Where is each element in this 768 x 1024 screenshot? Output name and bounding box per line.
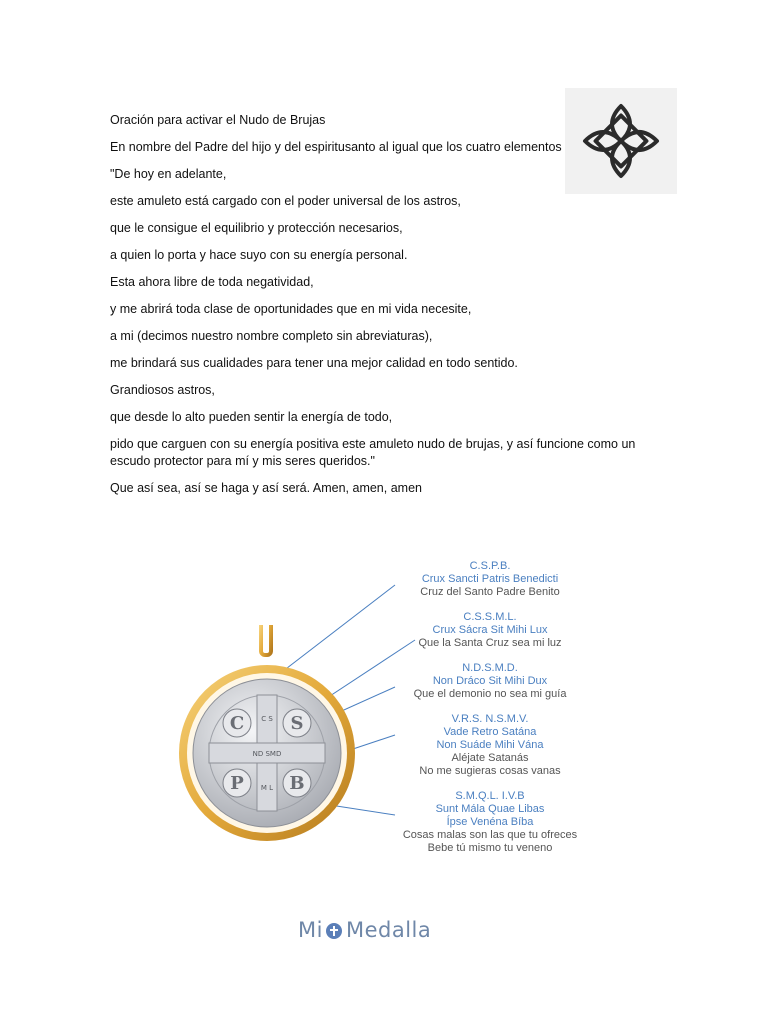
medal-letter-s: S	[290, 713, 304, 734]
legend-group-2	[370, 611, 610, 650]
legend-abbr: N.D.S.M.D.	[462, 662, 518, 674]
prayer-title: Oración para activar el Nudo de Brujas	[110, 113, 326, 127]
legend-abbr: V.R.S. N.S.M.V.	[451, 713, 529, 725]
legend-abbr: C.S.S.M.L.	[463, 611, 517, 623]
legend-group-4	[370, 713, 610, 778]
legend-group-5	[370, 790, 610, 855]
legend-latin: Crux Sácra Sit Mihi Lux	[432, 624, 548, 636]
prayer-line: pido que carguen con su energía positiva este amuleto nudo de brujas, y así funcione como un escudo protector para mí y mis seres queridos."	[110, 437, 636, 468]
prayer-line: que le consigue el equilibrio y protección necesarios,	[110, 221, 403, 235]
witch-knot-icon	[565, 88, 677, 194]
prayer-line: Que así sea, así se haga y así será. Amen, amen, amen	[110, 481, 422, 495]
witch-knot-image	[565, 88, 677, 194]
prayer-line: me brindará sus cualidades para tener una mejor calidad en todo sentido.	[110, 356, 518, 370]
prayer-line: y me abrirá toda clase de oportunidades que en mi vida necesite,	[110, 302, 472, 316]
prayer-line: a quien lo porta y hace suyo con su energía personal.	[110, 248, 408, 262]
legend-latin: Vade Retro Satána	[443, 726, 537, 738]
legend-spanish: No me sugieras cosas vanas	[419, 765, 561, 777]
prayer-line: este amuleto está cargado con el poder universal de los astros,	[110, 194, 461, 208]
medal-center-top: C S	[261, 715, 273, 723]
legend-spanish: Cruz del Santo Padre Benito	[420, 586, 560, 598]
prayer-line: "De hoy en adelante,	[110, 167, 227, 181]
prayer-line: En nombre del Padre del hijo y del espiritusanto al igual que los cuatro elementos	[110, 140, 562, 154]
legend-spanish: Que la Santa Cruz sea mi luz	[418, 637, 562, 649]
legend-abbr: S.M.Q.L. I.V.B	[455, 790, 525, 802]
legend-abbr: C.S.P.B.	[469, 560, 511, 572]
legend-latin: Crux Sancti Patris Benedicti	[421, 573, 559, 585]
medal-letter-c: C	[229, 713, 245, 734]
medal-center-bottom: M L	[260, 784, 274, 792]
prayer-line: Grandiosos astros,	[110, 383, 215, 397]
medal-image	[175, 625, 355, 845]
medal-letter-b: B	[289, 773, 305, 794]
cross-dot-icon	[326, 923, 342, 939]
mimedalla-logo	[298, 918, 458, 946]
prayer-line: Esta ahora libre de toda negatividad,	[110, 275, 314, 289]
logo-part-2: Medalla	[345, 918, 432, 942]
prayer-line: a mi (decimos nuestro nombre completo sin abreviaturas),	[110, 329, 433, 343]
medal-legend	[370, 560, 610, 867]
medal-letter-p: P	[230, 773, 244, 794]
legend-latin: Non Suáde Mihi Vána	[436, 739, 544, 751]
legend-group-1	[370, 560, 610, 599]
legend-latin: Ípse Venéna Bíba	[446, 816, 534, 828]
legend-spanish: Cosas malas son las que tu ofreces	[402, 829, 578, 841]
legend-latin: Sunt Mála Quae Libas	[435, 803, 545, 815]
legend-group-3	[370, 662, 610, 701]
legend-spanish: Que el demonio no sea mi guía	[413, 688, 567, 700]
legend-spanish: Aléjate Satanás	[451, 752, 529, 764]
legend-spanish: Bebe tú mismo tu veneno	[427, 842, 553, 854]
saint-benedict-medal-figure	[170, 545, 610, 875]
logo-part-1: Mi	[298, 918, 323, 942]
prayer-line: que desde lo alto pueden sentir la energía de todo,	[110, 410, 393, 424]
legend-latin: Non Dráco Sit Mihi Dux	[432, 675, 548, 687]
medal-center-mid: ND SMD	[252, 750, 282, 758]
